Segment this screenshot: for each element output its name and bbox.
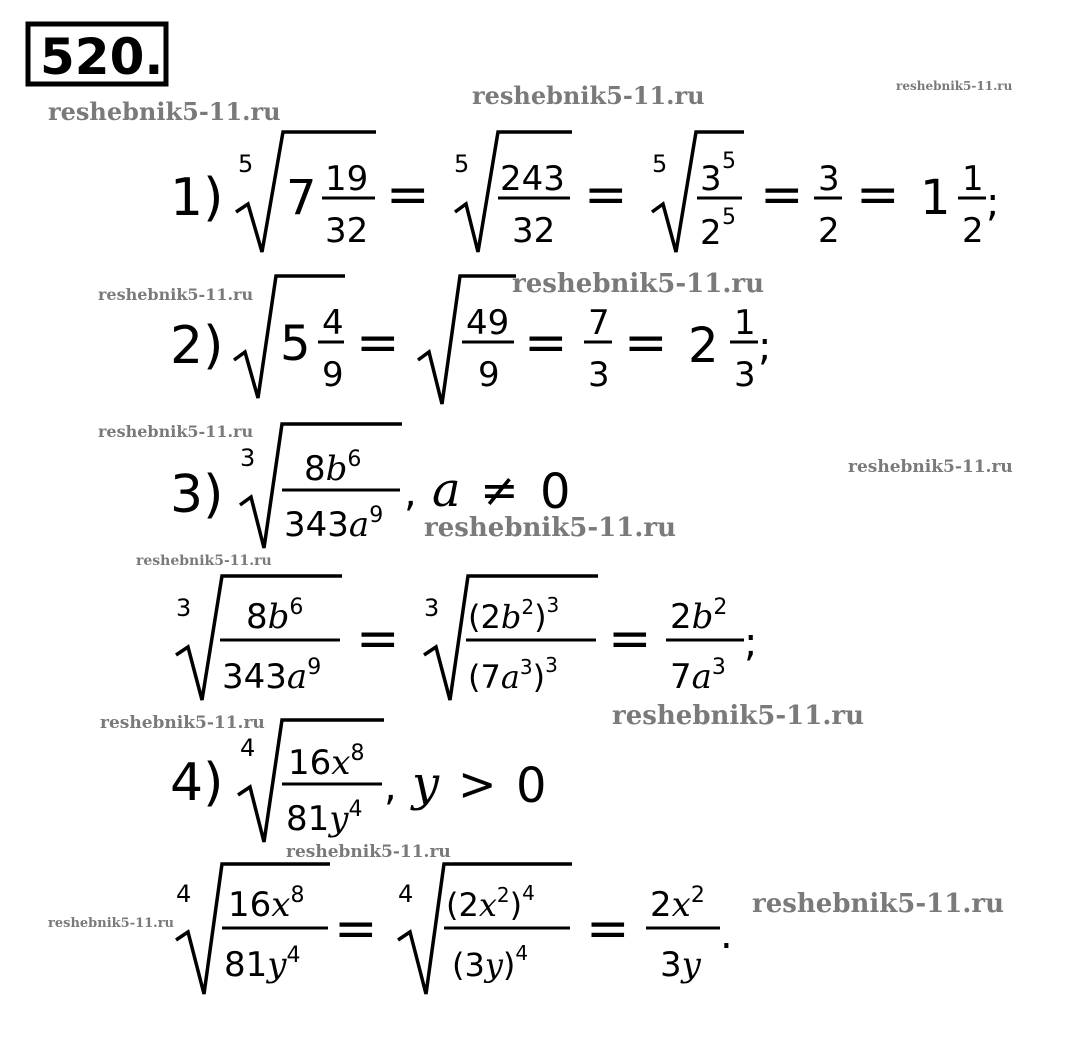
coefficient: 81 (224, 945, 268, 985)
condition-variable: y (412, 756, 440, 812)
punctuation: ; (986, 180, 1000, 226)
variable: y (329, 799, 349, 839)
mixed-whole: 5 (280, 316, 311, 372)
fraction-numerator: 1 (962, 159, 984, 199)
equals-sign: = (760, 165, 804, 225)
fraction-denominator (670, 655, 726, 697)
radical-index: 5 (652, 150, 668, 178)
exponent: 3 (711, 655, 726, 680)
fraction-numerator: 3 (818, 159, 840, 199)
variable: b (267, 597, 290, 637)
fraction-numerator (468, 593, 559, 636)
paren: ) (509, 886, 523, 924)
watermark: reshebnik5-11.ru (48, 97, 281, 126)
exponent: 4 (348, 797, 363, 822)
coefficient: 3 (660, 945, 682, 985)
variable: y (267, 945, 287, 985)
variable: y (681, 945, 701, 985)
watermark: reshebnik5-11.ru (512, 269, 765, 299)
fraction-numerator (446, 881, 535, 924)
mixed-whole: 7 (286, 170, 317, 226)
condition-value: 0 (540, 464, 571, 520)
fraction-denominator: 3 (734, 355, 756, 395)
paren: ) (532, 658, 546, 696)
watermark: reshebnik5-11.ru (896, 79, 1013, 93)
exponent: 6 (289, 595, 304, 620)
coefficient: (3 (452, 946, 485, 984)
fraction-numerator (228, 883, 304, 925)
exponent: 4 (522, 881, 535, 905)
fraction-denominator (468, 653, 558, 696)
punctuation: ; (744, 620, 758, 666)
fraction-numerator (670, 595, 727, 637)
watermark: reshebnik5-11.ru (98, 422, 254, 441)
problem-number-text: 520. (40, 28, 164, 86)
exponent: 2 (690, 883, 705, 908)
variable: x (671, 885, 691, 925)
punctuation: , (384, 764, 397, 810)
item-1 (170, 132, 999, 253)
radical-index: 3 (176, 594, 192, 622)
item-4-label: 4) (170, 753, 224, 813)
exponent: 4 (286, 943, 301, 968)
watermark: reshebnik5-11.ru (752, 889, 1005, 919)
variable: b (500, 598, 522, 636)
equals-sign: = (524, 313, 568, 373)
fraction-denominator: 3 (588, 355, 610, 395)
punctuation: ; (758, 324, 772, 370)
exponent: 8 (350, 741, 365, 766)
equals-sign: = (624, 313, 668, 373)
fraction-denominator (222, 655, 321, 697)
coefficient: (2 (446, 886, 479, 924)
exponent: 9 (307, 655, 322, 680)
fraction-denominator (286, 797, 362, 839)
variable: a (500, 658, 520, 696)
watermark: reshebnik5-11.ru (472, 81, 705, 110)
power-exponent: 5 (722, 149, 736, 174)
condition-variable: a (432, 462, 461, 518)
problem-number (28, 24, 166, 86)
exponent: 2 (496, 883, 510, 907)
coefficient: 8 (246, 597, 268, 637)
exponent: 2 (521, 595, 535, 619)
exponent: 6 (347, 447, 362, 472)
watermark: reshebnik5-11.ru (424, 513, 677, 543)
radical-index: 4 (240, 734, 256, 762)
variable: b (691, 597, 714, 637)
fraction-numerator (304, 447, 361, 489)
mixed-whole: 2 (688, 318, 719, 374)
variable: a (286, 657, 308, 697)
watermark: reshebnik5-11.ru (848, 457, 1013, 477)
mixed-whole: 1 (920, 170, 951, 226)
equals-sign: = (334, 899, 378, 959)
equals-sign: = (856, 165, 900, 225)
equals-sign: = (386, 165, 430, 225)
coefficient: 16 (228, 885, 272, 925)
watermark: reshebnik5-11.ru (136, 553, 272, 569)
coefficient: 8 (304, 449, 326, 489)
radical-index: 5 (238, 150, 254, 178)
fraction-numerator: 243 (500, 159, 565, 199)
coefficient: (2 (468, 598, 501, 636)
watermark: reshebnik5-11.ru (100, 713, 265, 733)
exponent: 3 (519, 655, 533, 679)
variable: a (348, 505, 370, 545)
variable: a (691, 657, 712, 697)
watermark: reshebnik5-11.ru (48, 916, 175, 931)
fraction-denominator: 9 (478, 355, 500, 395)
punctuation: . (720, 912, 733, 958)
fraction-numerator: 7 (588, 303, 610, 343)
punctuation: , (404, 470, 417, 516)
paren: ) (502, 946, 516, 984)
exponent: 3 (546, 593, 560, 617)
fraction-denominator (452, 941, 528, 984)
variable: y (484, 946, 503, 984)
exponent: 9 (369, 503, 384, 528)
equals-sign: = (586, 899, 630, 959)
exponent: 3 (545, 653, 558, 677)
fraction-denominator: 32 (325, 211, 369, 251)
exponent: 2 (713, 595, 728, 620)
coefficient: 7 (670, 657, 692, 697)
item-2-label: 2) (170, 316, 224, 376)
fraction-denominator (660, 945, 702, 985)
radical-index: 3 (424, 594, 440, 622)
watermark: reshebnik5-11.ru (286, 842, 451, 862)
fraction-denominator: 9 (322, 355, 344, 395)
equals-sign: = (608, 609, 652, 669)
coefficient: 2 (650, 885, 672, 925)
equals-sign: = (584, 165, 628, 225)
power-base: 3 (700, 159, 722, 199)
coefficient: 16 (288, 743, 332, 783)
fraction-denominator: 2 (818, 211, 840, 251)
fraction-denominator (284, 503, 383, 545)
power-exponent: 5 (722, 205, 736, 230)
item-1-label: 1) (170, 168, 224, 228)
variable: x (271, 885, 291, 925)
radical-index: 4 (398, 880, 414, 908)
coefficient: 2 (670, 597, 692, 637)
radical-index: 4 (176, 880, 192, 908)
fraction-numerator: 49 (466, 303, 510, 343)
radical-index: 3 (240, 444, 256, 472)
variable: x (331, 743, 351, 783)
condition-operator: ≠ (480, 463, 519, 517)
watermark: reshebnik5-11.ru (98, 285, 254, 304)
equals-sign: = (356, 313, 400, 373)
item-3-label: 3) (170, 465, 224, 525)
fraction-denominator: 32 (512, 211, 556, 251)
coefficient: 81 (286, 799, 330, 839)
fraction-numerator: 4 (322, 303, 344, 343)
exponent: 8 (290, 883, 305, 908)
coefficient: (7 (468, 658, 501, 696)
fraction-denominator (224, 943, 300, 985)
equals-sign: = (356, 609, 400, 669)
paren: ) (534, 598, 547, 636)
radical-index: 5 (454, 150, 470, 178)
exponent: 4 (515, 941, 529, 965)
variable: b (325, 449, 348, 489)
condition-value: 0 (516, 758, 547, 814)
coefficient: 343 (222, 657, 287, 697)
fraction-numerator: 19 (325, 159, 369, 199)
condition-operator: > (458, 757, 497, 811)
watermark: reshebnik5-11.ru (612, 701, 865, 731)
item-4 (170, 720, 733, 994)
fraction-numerator: 1 (734, 303, 756, 343)
fraction-denominator: 2 (962, 211, 984, 251)
fraction-numerator (288, 741, 364, 783)
fraction-numerator (650, 883, 705, 925)
fraction-numerator (246, 595, 303, 637)
power-base: 2 (700, 213, 722, 253)
variable: x (478, 886, 497, 924)
coefficient: 343 (284, 505, 349, 545)
